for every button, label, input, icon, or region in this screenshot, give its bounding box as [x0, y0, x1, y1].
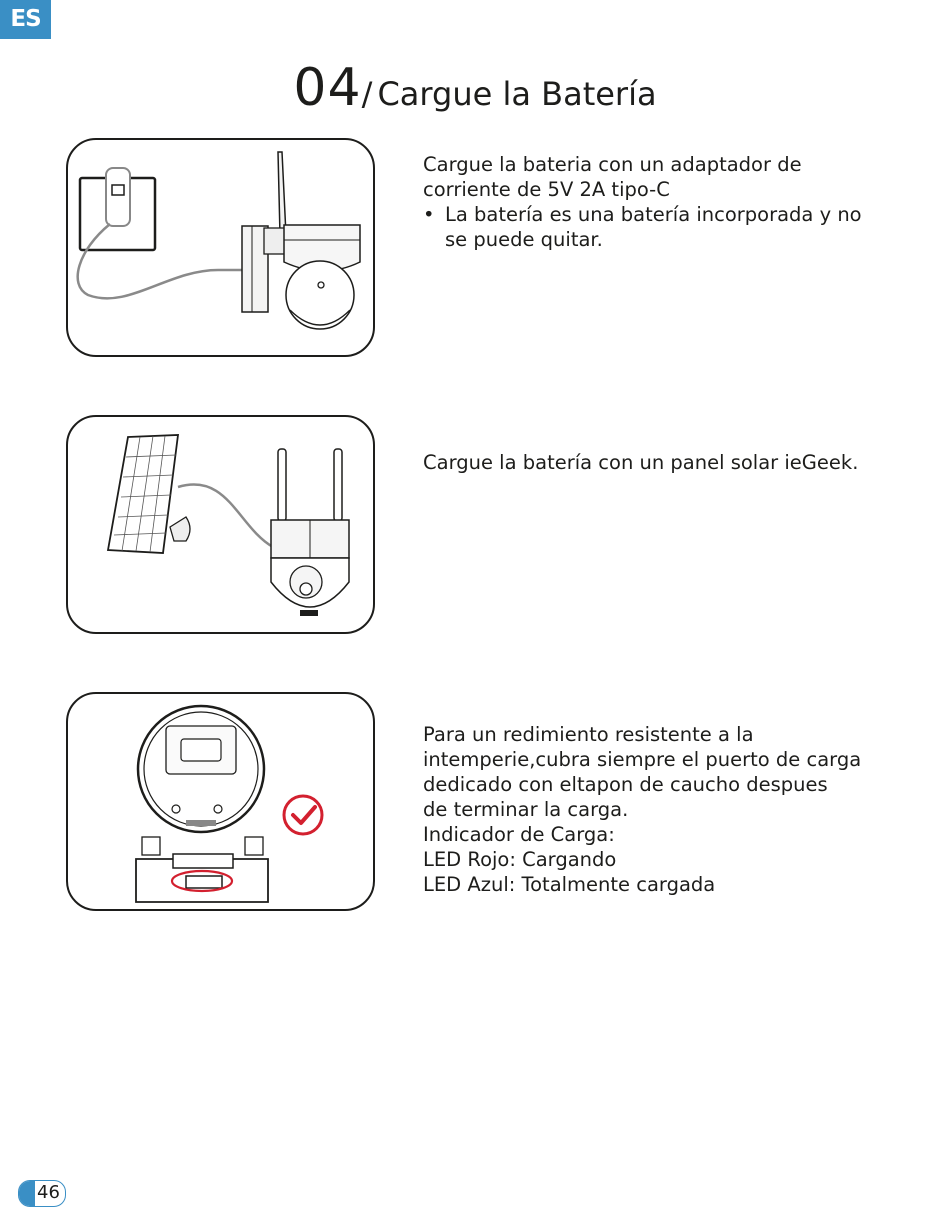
text-line: corriente de 5V 2A tipo-C — [423, 178, 670, 201]
section-1-description — [423, 152, 903, 252]
text-line: Cargue la bateria con un adaptador de — [423, 153, 802, 176]
text-line: La batería es una batería incorporada y no — [445, 203, 862, 226]
section-3-description — [423, 722, 903, 897]
page-number-text: 46 — [37, 1182, 60, 1203]
section-2-description — [423, 450, 903, 475]
page-title — [0, 58, 950, 118]
text-line: LED Azul: Totalmente cargada — [423, 873, 716, 896]
language-tab: ES — [0, 0, 51, 39]
page-number-tab — [19, 1181, 35, 1206]
bullet-marker: • — [423, 203, 435, 226]
text-line: Para un redimiento resistente a la — [423, 723, 754, 746]
solar-camera-drawing — [68, 417, 373, 632]
illustration-solar-charging — [66, 415, 375, 634]
text-line: se puede quitar. — [445, 228, 603, 251]
text-line: de terminar la carga. — [423, 798, 629, 821]
text-line: dedicado con eltapon de caucho despues — [423, 773, 828, 796]
title-separator: / — [361, 75, 373, 113]
text-line: intemperie,cubra siempre el puerto de carga — [423, 748, 862, 771]
text-line: Indicador de Carga: — [423, 823, 615, 846]
charging-port-drawing — [68, 694, 373, 909]
page-number — [18, 1180, 66, 1207]
bullet-item — [423, 202, 903, 252]
illustration-charging-port — [66, 692, 375, 911]
section-title: Cargue la Batería — [377, 75, 657, 113]
text-line: LED Rojo: Cargando — [423, 848, 617, 871]
text-line: Cargue la batería con un panel solar ieGeek. — [423, 451, 859, 474]
section-number: 04 — [293, 58, 362, 118]
adapter-camera-drawing — [68, 140, 373, 355]
illustration-adapter-charging — [66, 138, 375, 357]
